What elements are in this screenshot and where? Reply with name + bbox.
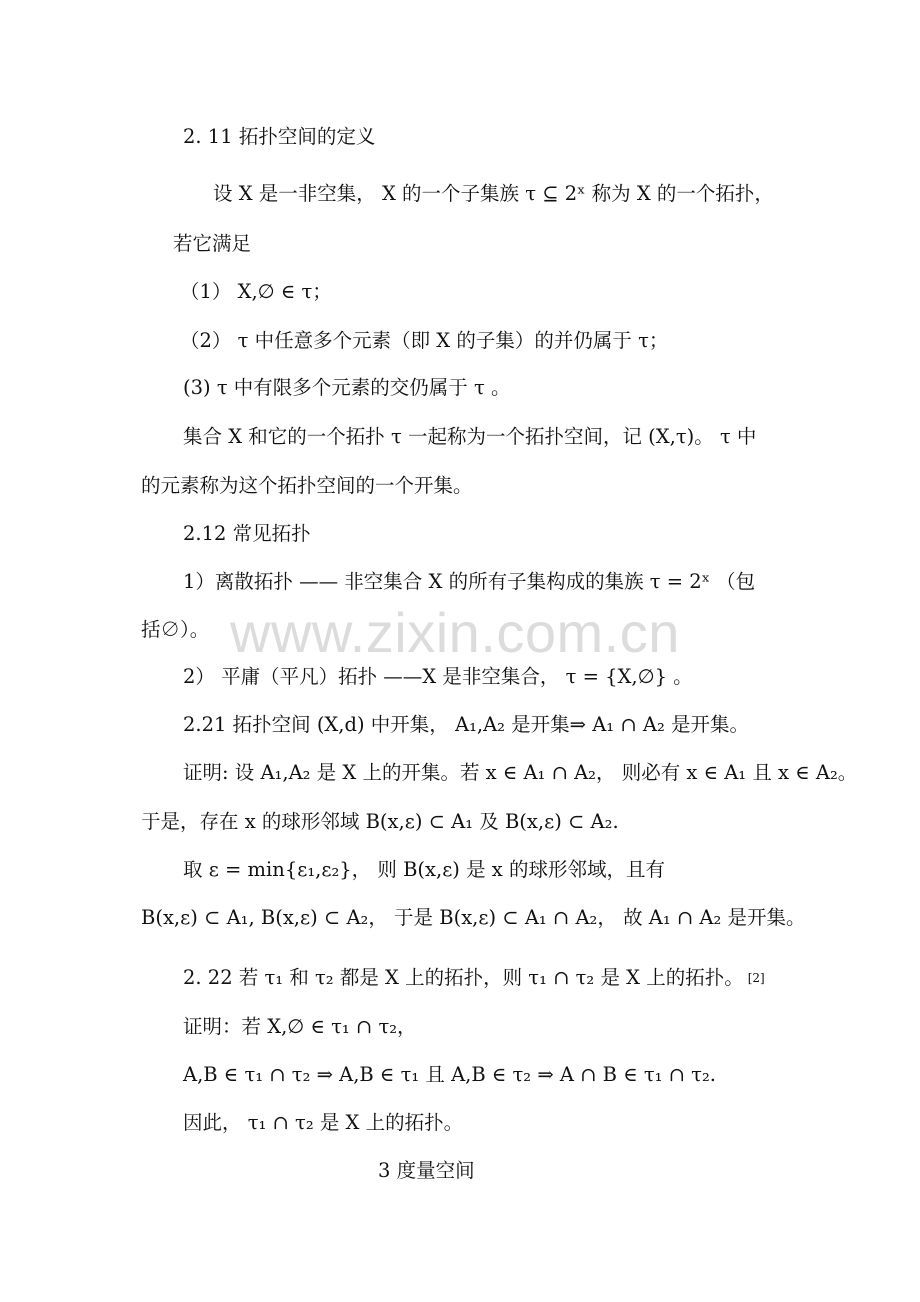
condition-3: (3) τ 中有限多个元素的交仍属于 τ 。	[183, 376, 511, 399]
heading-2-12: 2.12 常见拓扑	[183, 522, 311, 545]
section-heading-3: 3 度量空间	[378, 1159, 475, 1182]
theorem-2-22	[183, 964, 765, 992]
paragraph-topological-space-line-1: 集合 X 和它的一个拓扑 τ 一起称为一个拓扑空间，记 (X,τ)。 τ 中	[183, 425, 757, 448]
theorem-2-21: 2.21 拓扑空间 (X,d) 中开集， A₁,A₂ 是开集⇒ A₁ ∩ A₂ 是开集。	[183, 713, 749, 736]
proof-2-22-line-2: A,B ∈ τ₁ ∩ τ₂ ⇒ A,B ∈ τ₁ 且 A,B ∈ τ₂ ⇒ A ∩ B ∈ τ₁ ∩ τ₂.	[183, 1063, 716, 1086]
citation-ref: [2]	[747, 971, 765, 985]
paragraph-definition-line-2: 若它满足	[173, 232, 252, 255]
proof-2-22-conclusion: 因此， τ₁ ∩ τ₂ 是 X 上的拓扑。	[183, 1111, 464, 1134]
proof-2-22-line-1: 证明：若 X,∅ ∈ τ₁ ∩ τ₂，	[183, 1015, 417, 1038]
condition-2: （2） τ 中任意多个元素（即 X 的子集）的并仍属于 τ；	[180, 329, 669, 352]
discrete-topology-line-2: 括∅）。	[141, 618, 210, 641]
discrete-topology-line-1: 1）离散拓扑 —— 非空集合 X 的所有子集构成的集族 τ = 2ˣ （包	[183, 570, 756, 593]
paragraph-topological-space-line-2: 的元素称为这个拓扑空间的一个开集。	[141, 474, 473, 497]
trivial-topology: 2） 平庸（平凡）拓扑 ——X 是非空集合， τ = {X,∅} 。	[183, 665, 693, 688]
theorem-2-22-text: 2. 22 若 τ₁ 和 τ₂ 都是 X 上的拓扑，则 τ₁ ∩ τ₂ 是 X 上的拓扑。	[183, 966, 744, 989]
paragraph-definition-line-1: 设 X 是一非空集， X 的一个子集族 τ ⊆ 2ˣ 称为 X 的一个拓扑，	[213, 182, 774, 205]
condition-1: （1） X,∅ ∈ τ；	[180, 280, 332, 303]
proof-2-21-line-4: B(x,ε) ⊂ A₁, B(x,ε) ⊂ A₂， 于是 B(x,ε) ⊂ A₁ ∩ A₂， 故 A₁ ∩ A₂ 是开集。	[141, 906, 806, 929]
watermark: www.zixin.com.cn	[230, 601, 680, 664]
heading-2-11: 2. 11 拓扑空间的定义	[183, 125, 376, 148]
proof-2-21-line-2: 于是，存在 x 的球形邻域 B(x,ε) ⊂ A₁ 及 B(x,ε) ⊂ A₂.	[141, 810, 619, 833]
proof-2-21-line-3: 取 ε = min{ε₁,ε₂}， 则 B(x,ε) 是 x 的球形邻域，且有	[183, 858, 666, 881]
proof-2-21-line-1: 证明: 设 A₁,A₂ 是 X 上的开集。若 x ∈ A₁ ∩ A₂， 则必有 x ∈ A₁ 且 x ∈ A₂。	[183, 761, 858, 784]
